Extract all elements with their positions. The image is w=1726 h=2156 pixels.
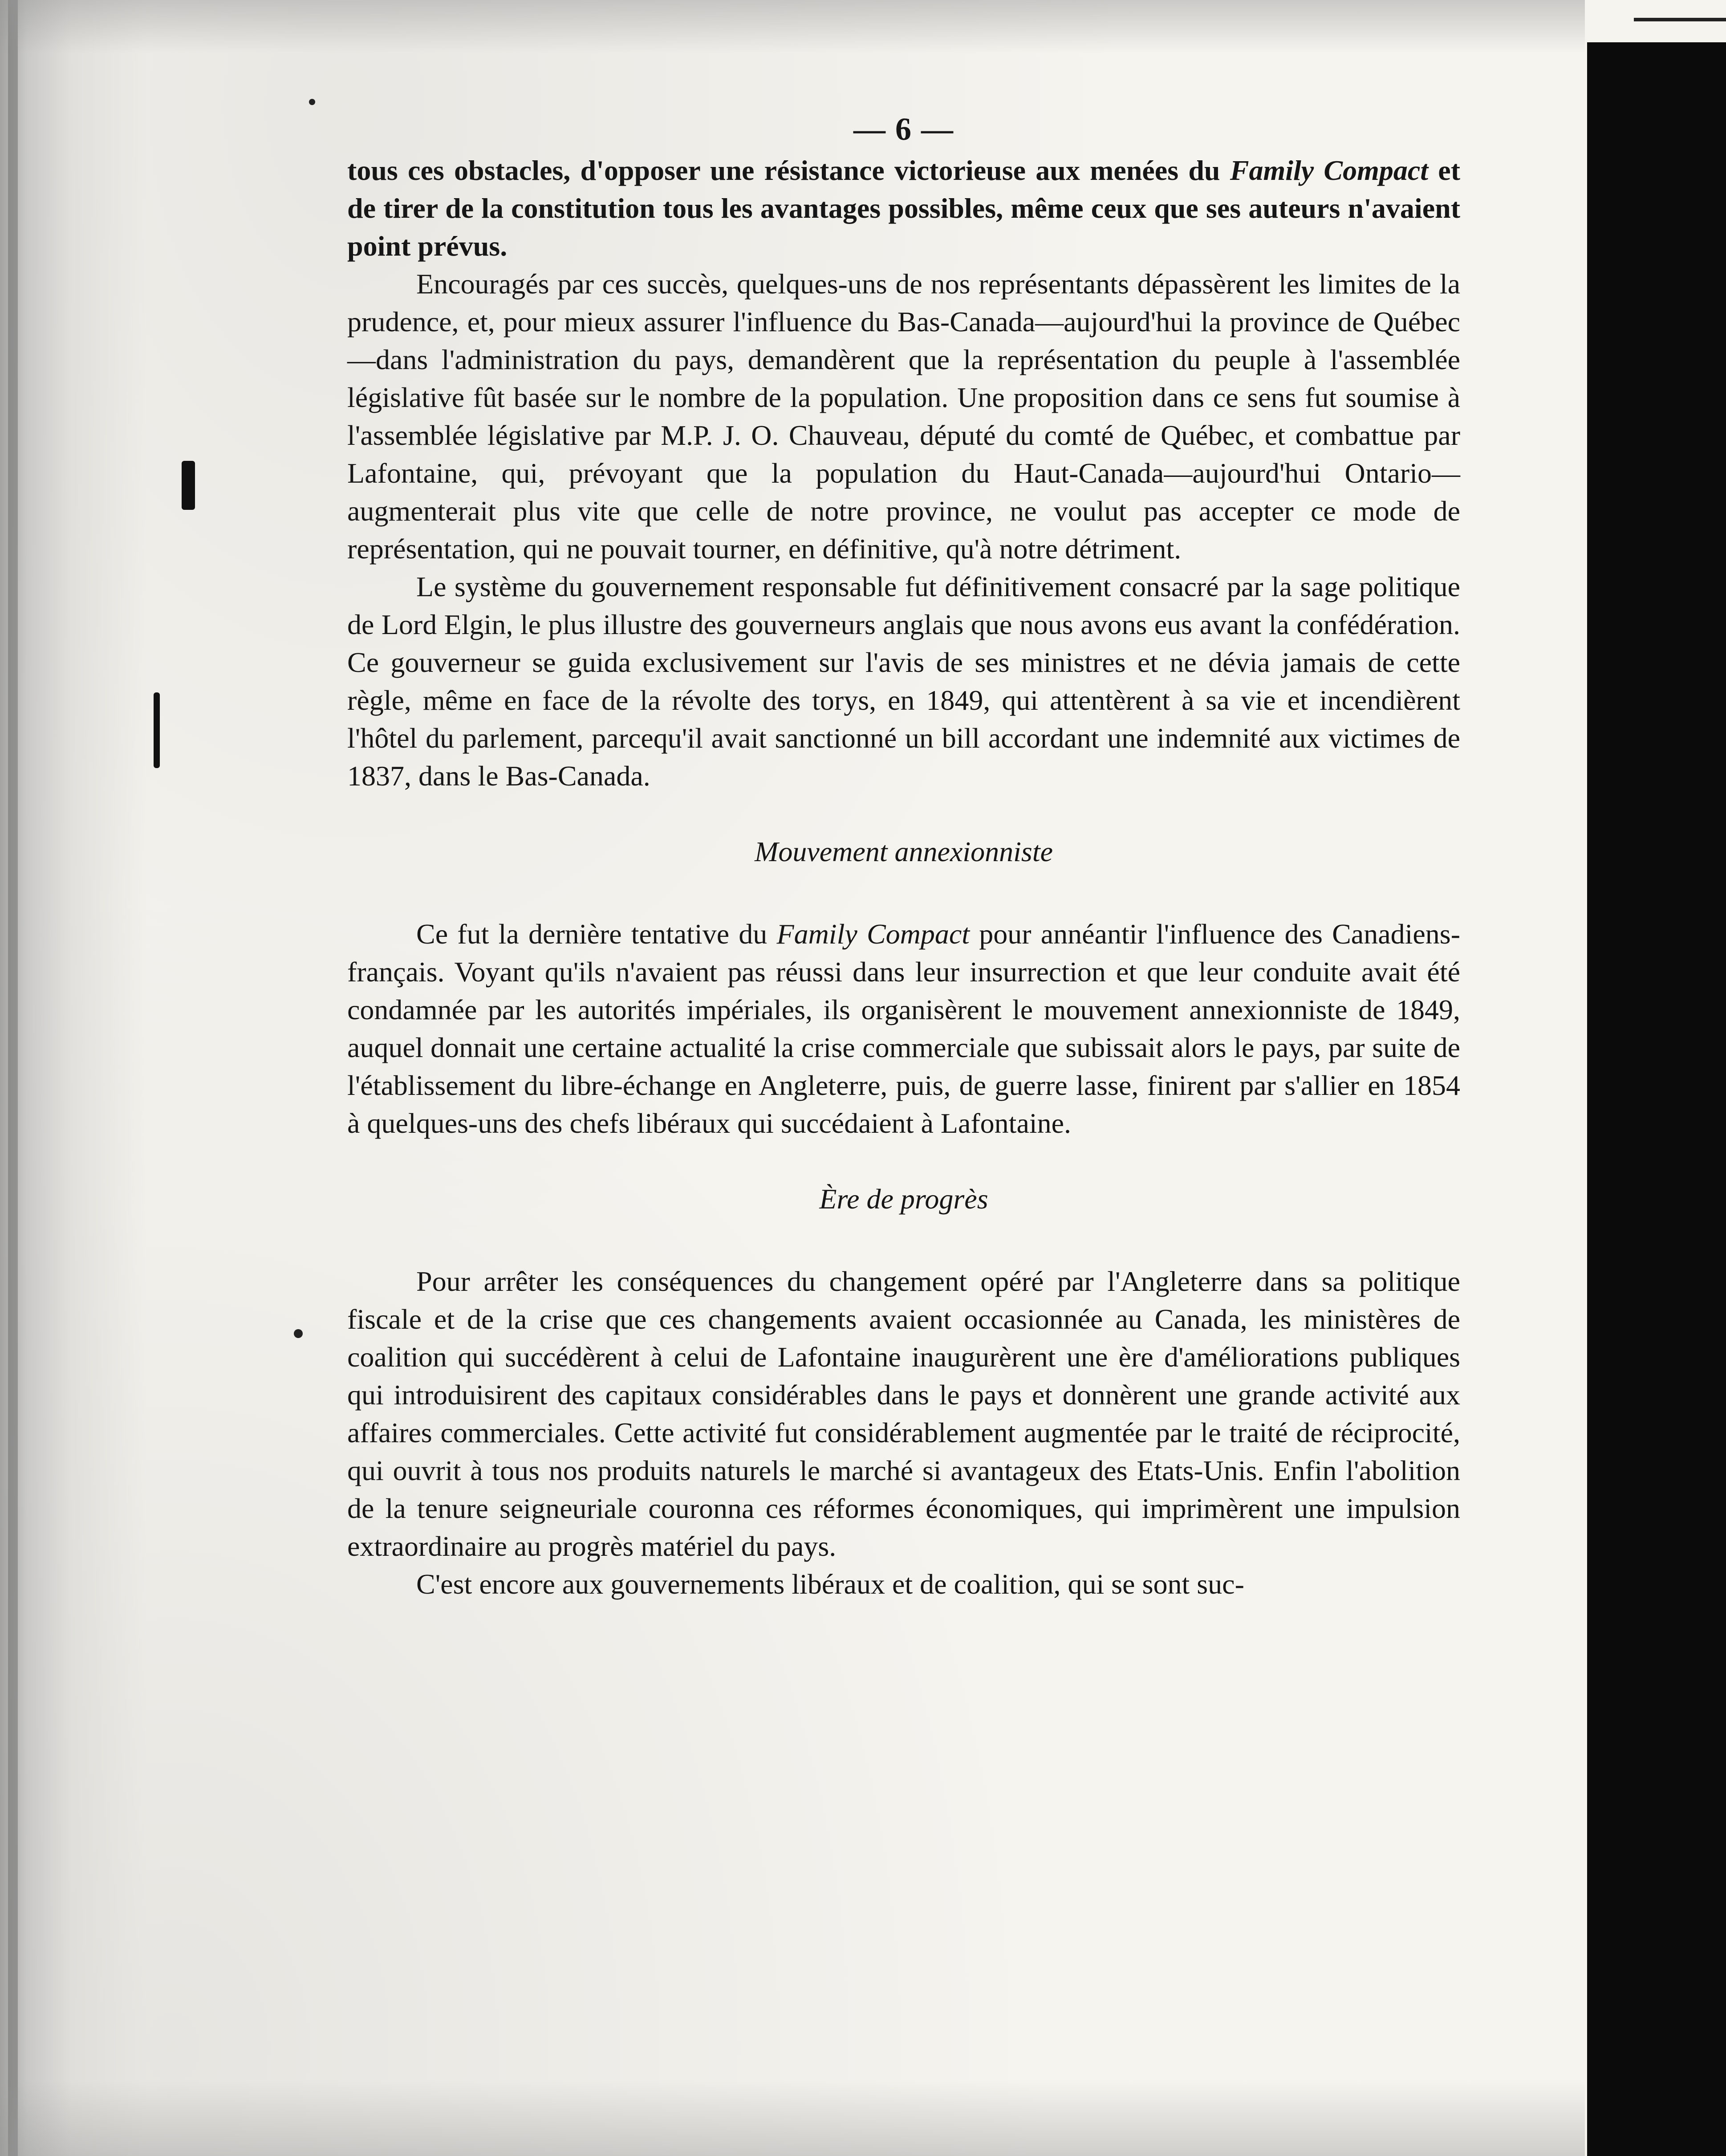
scan-bottom-edge-shadow: [0, 2080, 1585, 2156]
paragraph-4-part-2: pour annéantir l'influence des Canadiens-français. Voyant qu'ils n'avaient pas réussi dans leur insurrection et que leur conduite avait été condamnée par les autorités impériales, ils organisèrent le mouvement annexionniste de 1849, auquel donnait une certaine actualité la crise commerciale que subissait alors le pays, par suite de l'établissement du libre-échange en Angleterre, puis, de guerre lasse, finirent par s'allier en 1854 à quelques-uns des chefs libéraux qui succédaient à Lafontaine.: [347, 918, 1460, 1139]
paragraph-1-part-2: et de tirer de la constitution tous les avantages possibles, même ceux que ses auteurs n'avaient point prévus.: [347, 155, 1461, 262]
paragraph-4-part-1: Ce fut la dernière tentative du: [416, 918, 777, 950]
paragraph-2: Encouragés par ces succès, quelques-uns de nos représentants dépassèrent les limites de la prudence, et, pour mieux assurer l'influence du Bas-Canada—aujourd'hui la province de Québec—dans l'administration du pays, demandèrent que la représentation du peuple à l'assemblée législative fût basée sur le nombre de la population. Une proposition dans ce sens fut soumise à l'assemblée législative par M.P. J. O. Chauveau, député du comté de Québec, et combattue par Lafontaine, qui, prévoyant que la population du Haut-Canada—aujourd'hui Ontario—augmenterait plus vite que celle de notre province, ne voulut pas accepter ce mode de représentation, qui ne pouvait tourner, en définitive, qu'à notre détriment.: [347, 268, 1460, 565]
scan-top-edge-shadow: [0, 0, 1585, 53]
paragraph-6: C'est encore aux gouvernements libéraux et de coalition, qui se sont suc-: [416, 1568, 1244, 1600]
scan-left-streak: [8, 0, 18, 2156]
scan-right-black-border: [1587, 42, 1726, 2156]
section-heading-mouvement-annexionniste: Mouvement annexionniste: [755, 836, 1053, 867]
paragraph-1: [347, 151, 1460, 265]
paragraph-1-italic-term: Family Compact: [1230, 155, 1429, 186]
paragraph-1-part-1: tous ces obstacles, d'opposer une résistance victorieuse aux menées du: [347, 155, 1230, 186]
ink-dot: [294, 1329, 303, 1338]
section-heading-ere-de-progres: Ère de progrès: [819, 1183, 988, 1215]
paragraph-3: Le système du gouvernement responsable fut définitivement consacré par la sage politique de Lord Elgin, le plus illustre des gouverneurs anglais que nous avons eus avant la confédération. Ce gouverneur se guida exclusivement sur l'avis de ses ministres et ne dévia jamais de cette règle, même en face de la révolte des torys, en 1849, qui attentèrent à sa vie et incendièrent l'hôtel du parlement, parcequ'il avait sanctionné un bill accordant une indemnité aux victimes de 1837, dans le Bas-Canada.: [347, 571, 1460, 792]
scan-right-top-line: [1634, 18, 1726, 21]
ink-mark: [182, 461, 195, 510]
paragraph-5: Pour arrêter les conséquences du changement opéré par l'Angleterre dans sa politique fiscale et de la crise que ces changements avaient occasionnée au Canada, les ministères de coalition qui succédèrent à celui de Lafontaine inaugurèrent une ère d'améliorations publiques qui introduisirent des capitaux considérables dans le pays et donnèrent une grande activité aux affaires commerciales. Cette activité fut considérablement augmentée par le traité de réciprocité, qui ouvrit à tous nos produits naturels le marché si avantageux des Etats-Unis. Enfin l'abolition de la tenure seigneuriale couronna ces réformes économiques, qui imprimèrent une impulsion extraordinaire au progrès matériel du pays.: [347, 1265, 1460, 1562]
page-number: — 6 —: [853, 111, 954, 147]
paragraph-4: [347, 915, 1460, 1142]
scan-left-edge-shadow: [0, 0, 147, 2156]
ink-dot: [309, 99, 315, 105]
page-text: [347, 107, 1460, 1603]
ink-mark: [154, 692, 160, 768]
paragraph-4-italic-term: Family Compact: [776, 918, 970, 950]
